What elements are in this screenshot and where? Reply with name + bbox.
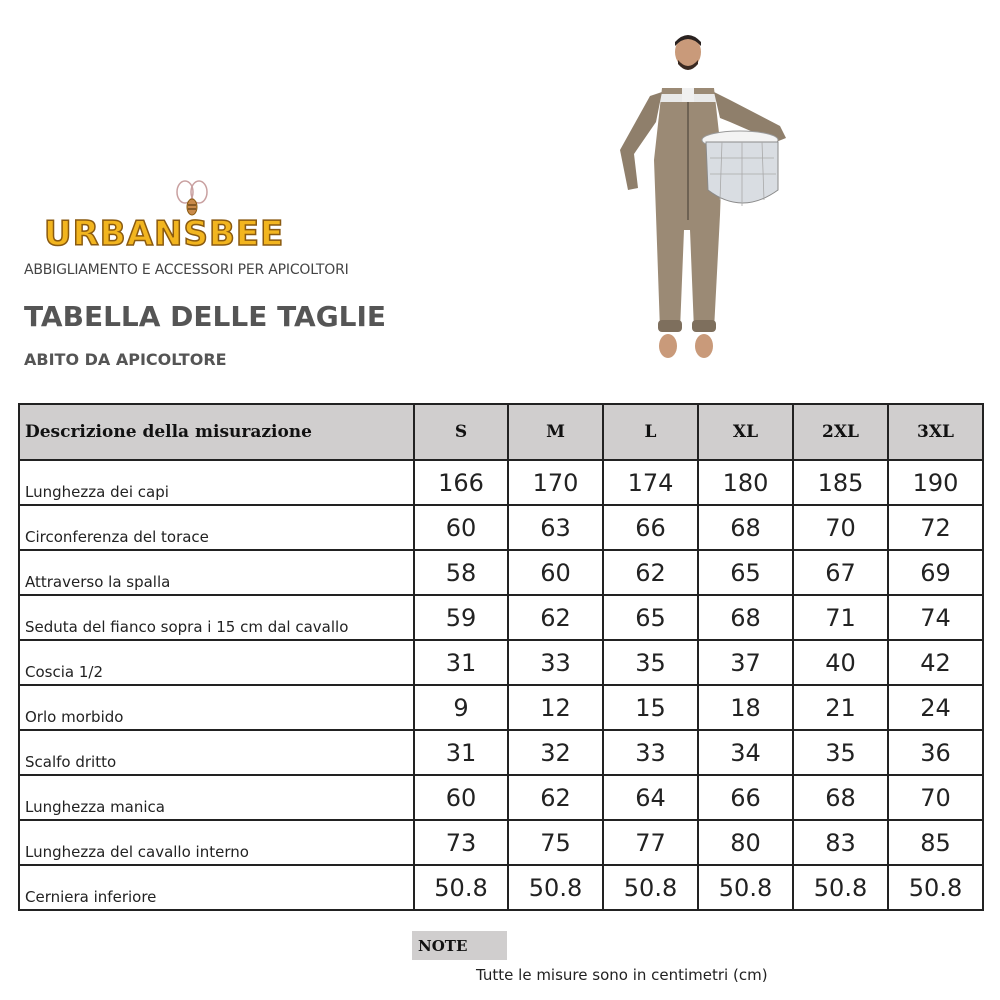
size-value-2xl: 68 bbox=[793, 775, 888, 820]
row-label: Circonferenza del torace bbox=[19, 505, 414, 550]
size-value-l: 62 bbox=[603, 550, 698, 595]
brand-name: URBANSBEE bbox=[44, 214, 285, 254]
row-label: Lunghezza dei capi bbox=[19, 460, 414, 505]
size-value-3xl: 69 bbox=[888, 550, 983, 595]
header-size-2xl: 2XL bbox=[793, 404, 888, 460]
size-value-3xl: 36 bbox=[888, 730, 983, 775]
table-row bbox=[19, 595, 983, 640]
size-value-s: 58 bbox=[414, 550, 508, 595]
size-value-m: 75 bbox=[508, 820, 603, 865]
size-value-3xl: 72 bbox=[888, 505, 983, 550]
size-value-xl: 50.8 bbox=[698, 865, 793, 910]
table-row bbox=[19, 550, 983, 595]
size-value-s: 166 bbox=[414, 460, 508, 505]
size-value-m: 60 bbox=[508, 550, 603, 595]
table-row bbox=[19, 460, 983, 505]
size-value-3xl: 42 bbox=[888, 640, 983, 685]
size-value-m: 62 bbox=[508, 595, 603, 640]
size-value-xl: 68 bbox=[698, 595, 793, 640]
size-value-m: 12 bbox=[508, 685, 603, 730]
size-value-xl: 34 bbox=[698, 730, 793, 775]
note-label: NOTE bbox=[412, 931, 507, 960]
size-value-xl: 68 bbox=[698, 505, 793, 550]
size-value-xl: 65 bbox=[698, 550, 793, 595]
header-description: Descrizione della misurazione bbox=[19, 404, 414, 460]
size-value-2xl: 83 bbox=[793, 820, 888, 865]
size-value-m: 63 bbox=[508, 505, 603, 550]
size-value-xl: 66 bbox=[698, 775, 793, 820]
size-value-l: 64 bbox=[603, 775, 698, 820]
size-value-2xl: 71 bbox=[793, 595, 888, 640]
size-value-3xl: 85 bbox=[888, 820, 983, 865]
row-label: Scalfo dritto bbox=[19, 730, 414, 775]
row-label: Seduta del fianco sopra i 15 cm dal cavallo bbox=[19, 595, 414, 640]
size-value-l: 35 bbox=[603, 640, 698, 685]
table-row bbox=[19, 730, 983, 775]
size-value-2xl: 67 bbox=[793, 550, 888, 595]
size-value-l: 174 bbox=[603, 460, 698, 505]
size-value-2xl: 185 bbox=[793, 460, 888, 505]
size-value-3xl: 70 bbox=[888, 775, 983, 820]
page-title: TABELLA DELLE TAGLIE bbox=[24, 300, 387, 333]
size-value-m: 33 bbox=[508, 640, 603, 685]
header-size-l: L bbox=[603, 404, 698, 460]
table-row bbox=[19, 865, 983, 910]
size-value-3xl: 190 bbox=[888, 460, 983, 505]
size-value-l: 65 bbox=[603, 595, 698, 640]
row-label: Orlo morbido bbox=[19, 685, 414, 730]
row-label: Coscia 1/2 bbox=[19, 640, 414, 685]
size-value-s: 60 bbox=[414, 505, 508, 550]
size-value-2xl: 21 bbox=[793, 685, 888, 730]
size-table bbox=[18, 403, 984, 911]
header-size-xl: XL bbox=[698, 404, 793, 460]
size-value-s: 9 bbox=[414, 685, 508, 730]
size-value-s: 31 bbox=[414, 730, 508, 775]
size-value-m: 32 bbox=[508, 730, 603, 775]
size-value-2xl: 50.8 bbox=[793, 865, 888, 910]
size-value-3xl: 24 bbox=[888, 685, 983, 730]
table-row bbox=[19, 505, 983, 550]
size-value-m: 50.8 bbox=[508, 865, 603, 910]
row-label: Cerniera inferiore bbox=[19, 865, 414, 910]
size-value-m: 170 bbox=[508, 460, 603, 505]
size-value-l: 66 bbox=[603, 505, 698, 550]
table-row bbox=[19, 820, 983, 865]
size-value-l: 33 bbox=[603, 730, 698, 775]
size-value-l: 50.8 bbox=[603, 865, 698, 910]
beekeeper-suit-photo bbox=[610, 30, 800, 365]
table-header-row bbox=[19, 404, 983, 460]
size-value-2xl: 40 bbox=[793, 640, 888, 685]
size-value-xl: 80 bbox=[698, 820, 793, 865]
row-label: Attraverso la spalla bbox=[19, 550, 414, 595]
size-value-m: 62 bbox=[508, 775, 603, 820]
size-value-s: 59 bbox=[414, 595, 508, 640]
page-subtitle: ABITO DA APICOLTORE bbox=[24, 350, 227, 369]
size-value-s: 50.8 bbox=[414, 865, 508, 910]
size-value-l: 15 bbox=[603, 685, 698, 730]
row-label: Lunghezza manica bbox=[19, 775, 414, 820]
size-value-xl: 37 bbox=[698, 640, 793, 685]
table-row bbox=[19, 775, 983, 820]
brand-logo bbox=[44, 180, 284, 260]
table-row bbox=[19, 685, 983, 730]
size-value-l: 77 bbox=[603, 820, 698, 865]
size-value-3xl: 50.8 bbox=[888, 865, 983, 910]
size-value-s: 60 bbox=[414, 775, 508, 820]
row-label: Lunghezza del cavallo interno bbox=[19, 820, 414, 865]
size-value-2xl: 70 bbox=[793, 505, 888, 550]
brand-tagline: ABBIGLIAMENTO E ACCESSORI PER APICOLTORI bbox=[24, 262, 349, 278]
size-value-xl: 180 bbox=[698, 460, 793, 505]
header-size-3xl: 3XL bbox=[888, 404, 983, 460]
table-row bbox=[19, 640, 983, 685]
size-value-xl: 18 bbox=[698, 685, 793, 730]
size-value-3xl: 74 bbox=[888, 595, 983, 640]
note-text: Tutte le misure sono in centimetri (cm) bbox=[476, 966, 768, 984]
size-value-2xl: 35 bbox=[793, 730, 888, 775]
size-value-s: 73 bbox=[414, 820, 508, 865]
header-size-s: S bbox=[414, 404, 508, 460]
size-value-s: 31 bbox=[414, 640, 508, 685]
header-size-m: M bbox=[508, 404, 603, 460]
